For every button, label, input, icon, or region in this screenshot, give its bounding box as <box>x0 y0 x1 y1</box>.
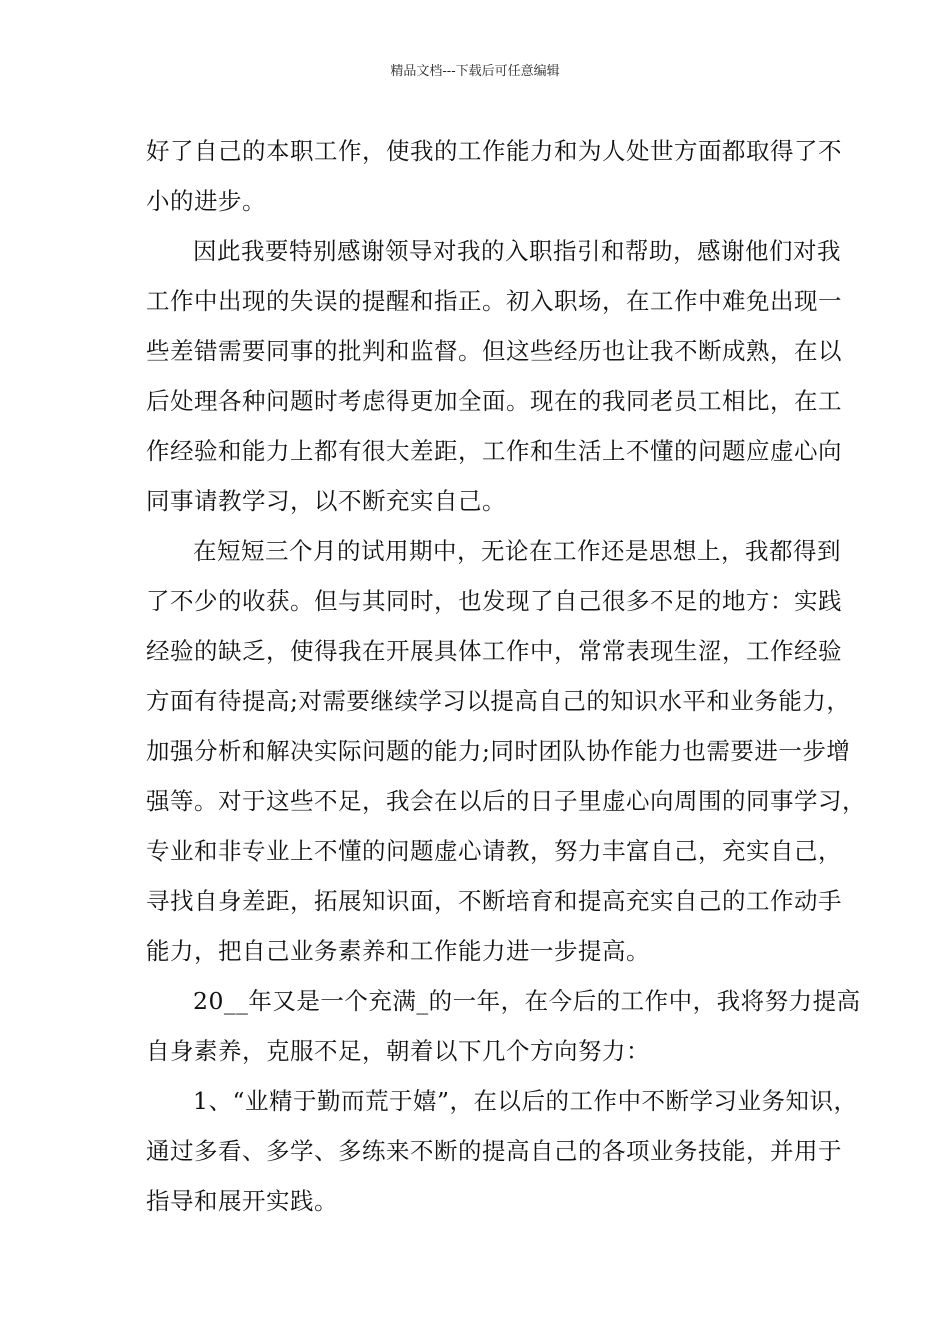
text-line: 1、“业精于勤而荒于嬉”，在以后的工作中不断学习业务知识， <box>193 1087 858 1115</box>
paragraph-4 <box>146 976 861 1076</box>
text-line: 好了自己的本职工作，使我的工作能力和为人处世方面都取得了不 <box>146 137 842 165</box>
paragraph-1 <box>146 126 842 226</box>
text-line: 因此我要特别感谢领导对我的入职指引和帮助，感谢他们对我 <box>193 237 841 265</box>
text-line: 专业和非专业上不懂的问题虚心请教，努力丰富自己，充实自己， <box>146 837 842 865</box>
text-line: 寻找自身差距，拓展知识面，不断培育和提高充实自己的工作动手 <box>146 887 842 915</box>
text-line: 加强分析和解决实际问题的能力;同时团队协作能力也需要进一步增 <box>146 737 851 765</box>
text-line: 经验的缺乏，使得我在开展具体工作中，常常表现生涩，工作经验 <box>146 637 842 665</box>
text-line: 同事请教学习，以不断充实自己。 <box>146 487 506 515</box>
text-line: 方面有待提高;对需要继续学习以提高自己的知识水平和业务能力， <box>146 687 851 715</box>
text-line: 些差错需要同事的批判和监督。但这些经历也让我不断成熟，在以 <box>146 337 842 365</box>
text-line: 作经验和能力上都有很大差距，工作和生活上不懂的问题应虚心向 <box>146 437 842 465</box>
text-line: 强等。对于这些不足，我会在以后的日子里虚心向周围的同事学习， <box>146 787 866 815</box>
paragraph-2 <box>146 226 842 526</box>
page-header: 精品文档---下载后可任意编辑 <box>390 64 560 79</box>
text-line: 工作中出现的失误的提醒和指正。初入职场，在工作中难免出现一 <box>146 287 842 315</box>
text-line: 指导和展开实践。 <box>146 1187 338 1215</box>
paragraph-5 <box>146 1076 858 1226</box>
text-line: 在短短三个月的试用期中，无论在工作还是思想上，我都得到 <box>193 537 841 565</box>
text-line: 能力，把自己业务素养和工作能力进一步提高。 <box>146 937 650 965</box>
text-line: 了不少的收获。但与其同时，也发现了自己很多不足的地方：实践 <box>146 587 842 615</box>
document-body <box>146 126 866 1226</box>
paragraph-3 <box>146 526 866 976</box>
text-line: 小的进步。 <box>146 187 266 215</box>
text-line: 20__年又是一个充满_的一年，在今后的工作中，我将努力提高 <box>193 987 861 1015</box>
text-line: 后处理各种问题时考虑得更加全面。现在的我同老员工相比，在工 <box>146 387 842 415</box>
text-line: 自身素养，克服不足，朝着以下几个方向努力： <box>146 1037 650 1065</box>
text-line: 通过多看、多学、多练来不断的提高自己的各项业务技能，并用于 <box>146 1137 842 1165</box>
